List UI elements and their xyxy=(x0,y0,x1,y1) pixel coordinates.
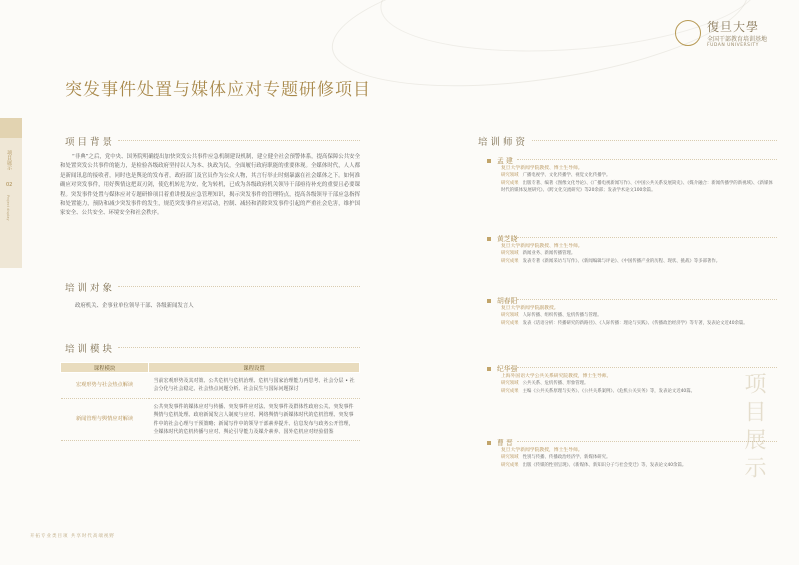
logo-subtitle: 全国干部教育培训基地 xyxy=(707,36,768,43)
heading-divider xyxy=(118,347,360,348)
logo-english: FUDAN UNIVERSITY xyxy=(707,43,759,48)
module-courses: 公共突发事件的媒体应对与传播、突发事件应对法、突发事件及群体性政府公关、突发事件舆情与危机处理、政府新闻发言人制度与应对、网络舆情与新媒体时代的危机管理、突发事件中的社会心理与干预策略；新闻写作中的领导干部素养提升、信息发布与政务公开管理，全媒体时代的危机传播与应对、舆论引导能力及媒介素养、国外危机应对经验借鉴 xyxy=(149,398,360,441)
bullet-icon xyxy=(487,299,491,303)
side-page-number: 02 xyxy=(6,182,13,188)
modules-table xyxy=(60,362,360,441)
teacher-field: 研究领域 性别与传播、传播政治经济学、新媒体研究。 xyxy=(501,455,611,460)
teacher-achievements: 研究成果 出版专著、编著《图像文化导论》、《广播电视新闻写作》、《中国公共关系发展简史》、《媒介融合：新闻传播学的新视域》、《新媒体时代的媒体发展研究》、《跨文化交流研究》等20余部；发表学术论文100余篇。 xyxy=(501,181,773,193)
teacher-divider xyxy=(517,299,777,300)
teacher-field: 研究领域 广播电视学、文化传播学、视觉文化传播学。 xyxy=(501,173,611,178)
teacher-title: 上海外国语大学公共关系研究院教授，博士生导师。 xyxy=(501,374,612,379)
bullet-icon xyxy=(487,237,491,241)
decorative-vertical-text: 项目展示 xyxy=(741,372,766,484)
teacher-name: 纪华强 xyxy=(497,365,518,373)
module-name: 新闻管理与舆情应对解读 xyxy=(61,398,149,441)
heading-divider xyxy=(118,140,360,141)
bullet-icon xyxy=(487,159,491,163)
side-tab-accent xyxy=(0,118,22,138)
teacher-title: 复旦大学新闻学院副教授。 xyxy=(501,306,559,311)
teacher-name: 黄芝晓 xyxy=(497,235,518,243)
teacher-achievements: 研究成果 主编《公共关系原理与实务》、《公共关系案例》、《危机公关实务》等，发表论文近40篇。 xyxy=(501,389,695,394)
table-header-courses: 课程设置 xyxy=(149,363,360,373)
background-heading: 项目背景 xyxy=(65,137,116,148)
teacher-divider xyxy=(517,159,777,160)
bullet-icon xyxy=(487,441,491,445)
teacher-achievements: 研究成果 发表《话语分析：传播研究的新路径》、《人际传播：理论与实践》、《传播政治经济学》等专著，发表论文近40余篇。 xyxy=(501,321,748,326)
side-tab-bar xyxy=(0,118,22,268)
teacher-divider xyxy=(517,367,777,368)
teacher-field: 研究领域 人际传播、组织传播、危机传播与管理。 xyxy=(501,313,602,318)
university-seal-icon xyxy=(675,20,701,46)
teacher-title: 复旦大学新闻学院教授、博士生导师。 xyxy=(501,244,583,249)
table-header-module: 课程模块 xyxy=(61,363,149,373)
teacher-title: 复旦大学新闻学院教授、博士生导师。 xyxy=(501,166,583,171)
teacher-title: 复旦大学新闻学院教授，博士生导师。 xyxy=(501,448,583,453)
audience-heading: 培训对象 xyxy=(65,283,116,294)
page-footer: 开拓专业类目项 共享时代高端视野 xyxy=(30,534,115,539)
logo-name: 復旦大學 xyxy=(707,20,760,34)
table-row xyxy=(61,373,360,399)
module-name: 宏观形势与社会热点解读 xyxy=(61,373,149,399)
table-row xyxy=(61,398,360,441)
university-logo xyxy=(675,18,785,58)
teacher-field: 研究领域 新闻业务、新闻传播管理。 xyxy=(501,251,576,256)
page-title: 突发事件处置与媒体应对专题研修项目 xyxy=(65,80,371,100)
teachers-heading: 培训师资 xyxy=(478,137,529,148)
teacher-name: 孟 建 xyxy=(497,157,513,165)
teacher-achievements: 研究成果 发表专著《新闻采访与写作》、《新闻编辑与评论》、《中国传播产业的历程、现状、挑战》等多部著作。 xyxy=(501,259,721,264)
modules-heading: 培训模块 xyxy=(65,344,116,355)
module-courses: 当前宏观形势及其对策、公共危机与危机治理、危机与国家治理能力再思考、社会分层 • 社会分化与社会稳定、社会热点问题分析、社会民生与国际问题探讨 xyxy=(149,373,360,399)
side-tab-label: 项目展示 xyxy=(6,150,12,170)
teacher-name: 胡春阳 xyxy=(497,297,518,305)
teacher-divider xyxy=(517,237,777,238)
heading-divider xyxy=(532,140,777,141)
teacher-name: 曹 晋 xyxy=(497,439,513,447)
side-english-label: Project display xyxy=(6,195,10,221)
teacher-field: 研究领域 公共关系、危机传播、形象管理。 xyxy=(501,381,589,386)
background-text: “非典”之后，党中央、国务院明确提出加快突发公共事件应急机制建设机制，建立健全社会预警体系，提高保障公共安全和处置突发公共事件的能力，是检验各级政府坚持以人为本、执政为民，全面履行政府职能的重要体现。全媒体时代，人人都是新闻讯息的接收者，同时也是舆论的发布者，政府部门及官员作为公众人物，其言行举止时刻暴露在社会媒体之下。如何准确应对突发事件，用好舆情这把双刃剑，使危机转危为安，化为转机，已成为各级政府机关领导干部亟待补充的重要且必要课程。突发事件处置与媒体应对专题研修项目着重讲授及应急管理知识，揭示突发事件的管理特点，提高各级领导干部应急指挥和处置能力，预防和减少突发事件的发生，规范突发事件应对活动，控制、减轻和消除突发事件引起的严重社会危害，维护国家安全、公共安全、环境安全和社会秩序。 xyxy=(60,154,360,217)
bullet-icon xyxy=(487,367,491,371)
heading-divider xyxy=(118,286,360,287)
teacher-achievements: 研究成果 出版《传媒的性别呈现》、《新媒体、新知识分子与社会变迁》等，发表论文40余篇。 xyxy=(501,463,687,468)
audience-text: 政府机关、企事业单位领导干部、各级新闻发言人 xyxy=(75,303,194,309)
